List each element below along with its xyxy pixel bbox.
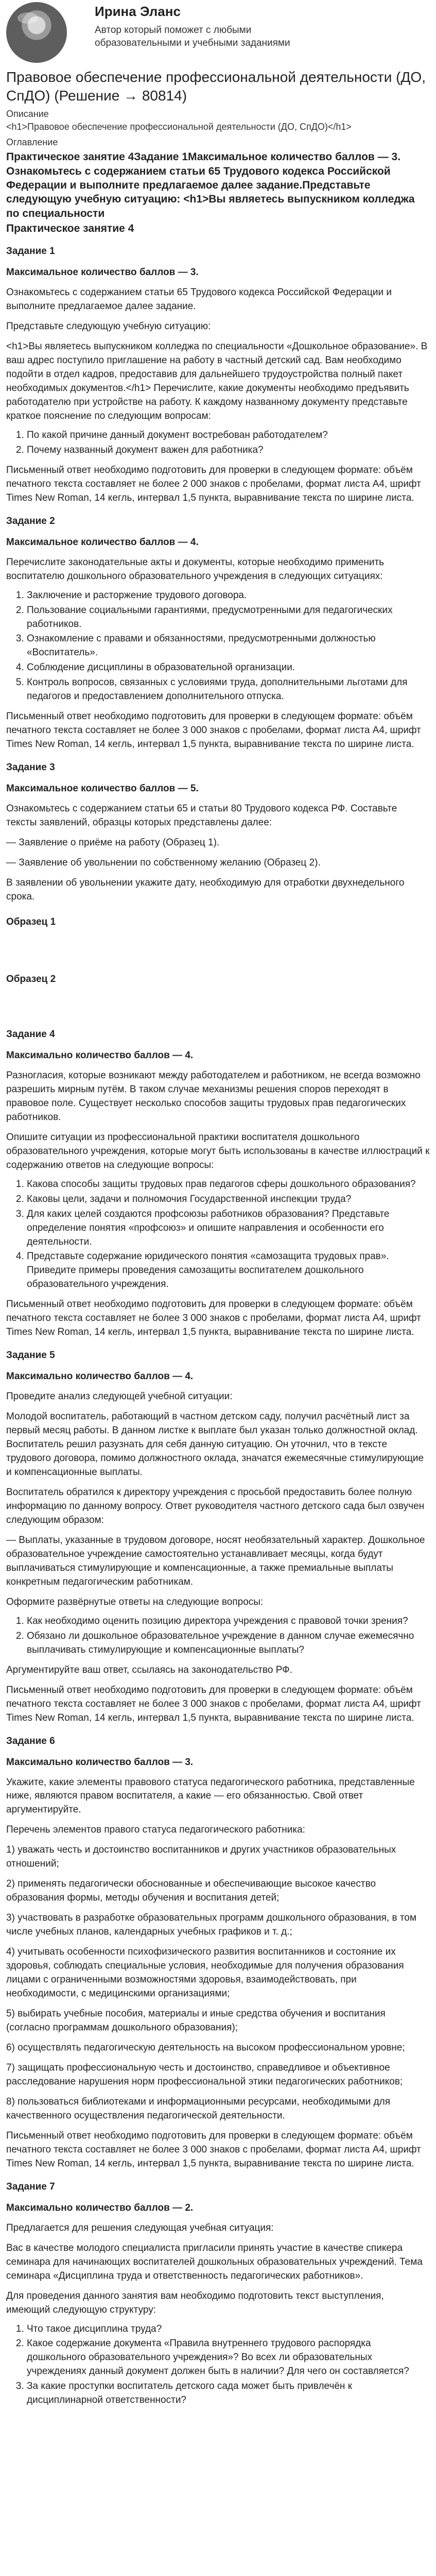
description-text: <h1>Правовое обеспечение профессиональной деятельности (ДО, СпДО)</h1>: [6, 122, 352, 132]
document-title: Правовое обеспечение профессиональной деятельности (ДО, СпДО) (Решение → 80814): [6, 69, 426, 104]
task-paragraph: Письменный ответ необходимо подготовить для проверки в следующем формате: объём печатного текста составляет не более 2 000 знаков с пробелами, формат листа А4, шрифт Times New Roman, 14 кегль, интервал 1,5 пункта, выравнивание текста по ширине листа.: [6, 464, 421, 503]
task-paragraph: Письменный ответ необходимо подготовить для проверки в следующем формате: объём печатного текста составляет не более 3 000 знаков с пробелами, формат листа А4, шрифт Times New Roman, 14 кегль, интервал 1,5 пункта, выравнивание текста по ширине листа.: [6, 1684, 421, 1723]
task-paragraph: Разногласия, которые возникают между работодателем и работником, не всегда возможно разрешить мирным путём. В таком случае механизмы решения споров переходят в правовое поле. Существует несколько способов защиты трудовых прав педагогических работников.: [6, 1070, 421, 1123]
task-list: [6, 2323, 430, 2408]
task-paragraph: 8) пользоваться библиотеками и информационными ресурсами, необходимыми для качественного осуществления педагогической деятельности.: [6, 2096, 391, 2121]
toc-label: Оглавление: [6, 137, 58, 147]
task-paragraph: 4) учитывать особенности психофизического развития воспитанников и состояние их здоровья, соблюдать специальные условия, необходимые для получения образования лицами с ограниченными возможностями здоровья, взаимодействовать, при необходимости, с медицинскими организациями;: [6, 1946, 404, 1999]
task-list: [6, 1615, 430, 1657]
task-paragraph: В заявлении об увольнении укажите дату, необходимую для отработки двухнедельного срока.: [6, 877, 405, 903]
task-paragraph: <h1>Вы являетесь выпускником колледжа по специальности «Дошкольное образование». В ваш адрес поступило приглашение на работу в частный детский сад. Вам необходимо подойти в отдел кадров, предоставив для дальнейшего трудоустройства полный пакет необходимых документов.</h1> Перечислите, какие документы необходимо предъявить работодателю при устройстве на работу. К каждому названному документу представьте краткое пояснение по следующим вопросам:: [6, 341, 428, 421]
task-score: Максимально количество баллов — 4.: [6, 1371, 194, 1382]
task-section: [6, 1028, 430, 1340]
practice-heading: Практическое занятие 4: [6, 222, 134, 234]
task-section: [6, 245, 430, 505]
task-paragraph: Письменный ответ необходимо подготовить для проверки в следующем формате: объём печатного текста составляет не более 3 000 знаков с пробелами, формат листа А4, шрифт Times New Roman, 14 кегль, интервал 1,5 пункта, выравнивание текста по ширине листа.: [6, 711, 421, 750]
task-list-item: 3. Для каких целей создаются профсоюзы работников образования? Представьте определение понятия «профсоюз» и опишите направления и особенности его деятельности.: [27, 1208, 430, 1249]
task-list-item: 2. Почему названный документ важен для работника?: [27, 444, 430, 457]
task-paragraph: Ознакомьтесь с содержанием статьи 65 и статьи 80 Трудового кодекса РФ. Составьте тексты заявлений, образцы которых представлены далее:: [6, 803, 397, 828]
task-list-item: 1. По какой причине данный документ востребован работодателем?: [27, 429, 430, 443]
task-score: Максимальное количество баллов — 5.: [6, 783, 199, 794]
task-title: Задание 1: [6, 246, 55, 257]
task-paragraph: Письменный ответ необходимо подготовить для проверки в следующем формате: объём печатного текста составляет не более 3 000 знаков с пробелами, формат листа А4, шрифт Times New Roman, 14 кегль, интервал 1,5 пункта, выравнивание текста по ширине листа.: [6, 2130, 421, 2169]
task-section: [6, 2180, 430, 2408]
task-score: Максимально количество баллов — 4.: [6, 1049, 194, 1061]
task-list: [6, 429, 430, 457]
task-paragraph: Ознакомьтесь с содержанием статьи 65 Трудового кодекса Российской Федерации и выполните предлагаемое далее задание.: [6, 287, 392, 312]
task-score: Максимальное количество баллов — 4.: [6, 536, 199, 548]
task-paragraph: Перечень элементов правого статуса педагогического работника:: [6, 1824, 305, 1836]
task-paragraph: Представьте следующую учебную ситуацию:: [6, 321, 211, 332]
task-paragraph: Вас в качестве молодого специалиста пригласили принять участие в качестве спикера семинара для начинающих воспитателей дошкольных образовательных учреждений. Тема семинара «Дисциплина труда и ответственность педагогических работников».: [6, 2242, 423, 2281]
task-title: Задание 2: [6, 515, 55, 527]
task-list-item: 1. Заключение и расторжение трудового договора.: [27, 589, 430, 603]
task-paragraph: 3) участвовать в разработке образовательных программ дошкольного образования, в том числе учебных планов, календарных учебных графиков и т. д.;: [6, 1912, 416, 1938]
task-paragraph: 6) осуществлять педагогическую деятельность на высоком профессиональном уровне;: [6, 2042, 405, 2054]
task-list-item: 1. Как необходимо оценить позицию директора учреждения с правовой точки зрения?: [27, 1615, 430, 1629]
task-score: Максимально количество баллов — 2.: [6, 2202, 194, 2213]
author-info: [95, 2, 321, 50]
task-list-item: 4. Представьте содержание юридического понятия «самозащита трудовых прав». Приведите примеры проведения самозащиты воспитателем дошкольного образовательного учреждения.: [27, 1250, 430, 1292]
toc-text: Практическое занятие 4Задание 1Максимальное количество баллов — 3. Ознакомьтесь с содержанием статьи 65 Трудового кодекса Российской Федерации и выполните предлагаемое далее задание.Представьте следующую учебную ситуацию: <h1>Вы являетесь выпускником колледжа по специальности: [6, 151, 415, 219]
task-title: Задание 7: [6, 2181, 55, 2192]
task-list: [6, 1178, 430, 1292]
task-list-item: 1. Какова способы защиты трудовых прав педагогов сферы дошкольного образования?: [27, 1178, 430, 1192]
sample-heading: Образец 1: [6, 916, 56, 927]
task-dash-item: — Заявление о приёме на работу (Образец 1).: [6, 837, 220, 849]
sample-blank: [6, 929, 430, 961]
task-paragraph: Молодой воспитатель, работающий в частном детском саду, получил расчётный лист за первый месяц работы. В данном листке к выплате был указан только должностной оклад. Воспитатель решил разузнать для себя данную ситуацию. Он уточнил, что в тексте трудового договора, помимо должностного оклада, значатся ежемесячные стимулирующие и компенсационные выплаты.: [6, 1411, 424, 1478]
task-section: [6, 515, 430, 752]
task-list-item: 1. Что такое дисциплина труда?: [27, 2323, 430, 2336]
task-list-item: 2. Какое содержание документа «Правила внутреннего трудового распорядка дошкольного образовательного учреждения»? Во всех ли образовательных учреждениях данный документ должен быть в наличии? Для чего он составляется?: [27, 2337, 430, 2379]
task-title: Задание 5: [6, 1350, 55, 1361]
task-paragraph: Опишите ситуации из профессиональной практики воспитателя дошкольного образовательного учреждения, которые могут быть использованы в качестве иллюстраций к содержанию ответов на следующие вопросы:: [6, 1131, 430, 1171]
task-paragraph: Укажите, какие элементы правового статуса педагогического работника, представленные ниже, являются правом воспитателя, а какие — его обязанностью. Свой ответ аргументируйте.: [6, 1776, 415, 1816]
task-dash-item: — Заявление об увольнении по собственному желанию (Образец 2).: [6, 857, 321, 869]
task-paragraph: 1) уважать честь и достоинство воспитанников и других участников образовательных отношений;: [6, 1844, 396, 1870]
task-paragraph: 5) выбирать учебные пособия, материалы и иные средства обучения и воспитания (согласно программам дошкольного образования);: [6, 2008, 386, 2033]
task-list-item: 5. Контроль вопросов, связанных с условиями труда, дополнительными льготами для педагогов и предоставлением дополнительного отпуска.: [27, 676, 430, 704]
task-section: [6, 1735, 430, 2171]
task-score: Максимально количество баллов — 3.: [6, 1756, 194, 1768]
task-paragraph: Аргументируйте ваш ответ, ссылаясь на законодательство РФ.: [6, 1664, 292, 1675]
task-title: Задание 3: [6, 762, 55, 773]
task-paragraph: Письменный ответ необходимо подготовить для проверки в следующем формате: объём печатного текста составляет не более 3 000 знаков с пробелами, формат листа А4, шрифт Times New Roman, 14 кегль, интервал 1,5 пункта, выравнивание текста по ширине листа.: [6, 1299, 421, 1338]
task-section: [6, 761, 430, 1019]
task-paragraph: Оформите развёрнутые ответы на следующие вопросы:: [6, 1596, 264, 1607]
author-card[interactable]: [6, 0, 430, 63]
task-paragraph: Предлагается для решения следующая учебная ситуация:: [6, 2222, 274, 2233]
task-list-item: 3. За какие проступки воспитатель детского сада может быть привлечён к дисциплинарной ответственности?: [27, 2380, 430, 2408]
task-list: [6, 589, 430, 704]
task-list-item: 3. Ознакомление с правами и обязанностями, предусмотренными должностью «Воспитатель».: [27, 632, 430, 660]
task-title: Задание 6: [6, 1735, 55, 1747]
tasks-container: [6, 245, 430, 2408]
task-list-item: 4. Соблюдение дисциплины в образовательной организации.: [27, 661, 430, 675]
task-paragraph: — Выплаты, указанные в трудовом договоре, носят необязательный характер. Дошкольное образовательное учреждение самостоятельно устанавливает месяцы, когда будут выплачиваться стимулирующие и компенсационные, а также премиальные выплаты конкретным педагогическим работникам.: [6, 1534, 425, 1587]
task-paragraph: Перечислите законодательные акты и документы, которые необходимо применить воспитателю дошкольного образовательного учреждения в следующих ситуациях:: [6, 556, 385, 582]
author-name[interactable]: Ирина Эланс: [95, 4, 181, 19]
task-paragraph: 2) применять педагогически обоснованные и обеспечивающие высокое качество образования формы, методы обучения и воспитания детей;: [6, 1878, 376, 1904]
task-paragraph: 7) защищать профессиональную честь и достоинство, справедливое и объективное расследование нарушения норм профессиональной этики педагогических работников;: [6, 2062, 403, 2087]
sample-heading: Образец 2: [6, 973, 56, 985]
author-description: Автор который поможет с любыми образовательными и учебными заданиями: [95, 24, 290, 49]
task-paragraph: Воспитатель обратился к директору учреждения с просьбой предоставить более полную информацию по данному вопросу. Ответ руководителя частного детского сада был озвучен следующим образом:: [6, 1487, 425, 1526]
author-avatar[interactable]: [6, 2, 67, 63]
task-paragraph: Проведите анализ следующей учебной ситуации:: [6, 1391, 233, 1402]
task-list-item: 2. Обязано ли дошкольное образовательное учреждение в данном случае ежемесячно выплачивать стимулирующие и компенсационные выплаты?: [27, 1630, 430, 1657]
task-list-item: 2. Пользование социальными гарантиями, предусмотренными для педагогических работников.: [27, 604, 430, 632]
task-list-item: 2. Каковы цели, задачи и полномочия Государственной инспекции труда?: [27, 1193, 430, 1207]
sample-blank: [6, 987, 430, 1019]
task-title: Задание 4: [6, 1028, 55, 1040]
task-section: [6, 1349, 430, 1725]
task-paragraph: Для проведения данного занятия вам необходимо подготовить текст выступления, имеющий следующую структуру:: [6, 2290, 384, 2315]
description-label: Описание: [6, 108, 49, 119]
task-score: Максимальное количество баллов — 3.: [6, 267, 199, 278]
